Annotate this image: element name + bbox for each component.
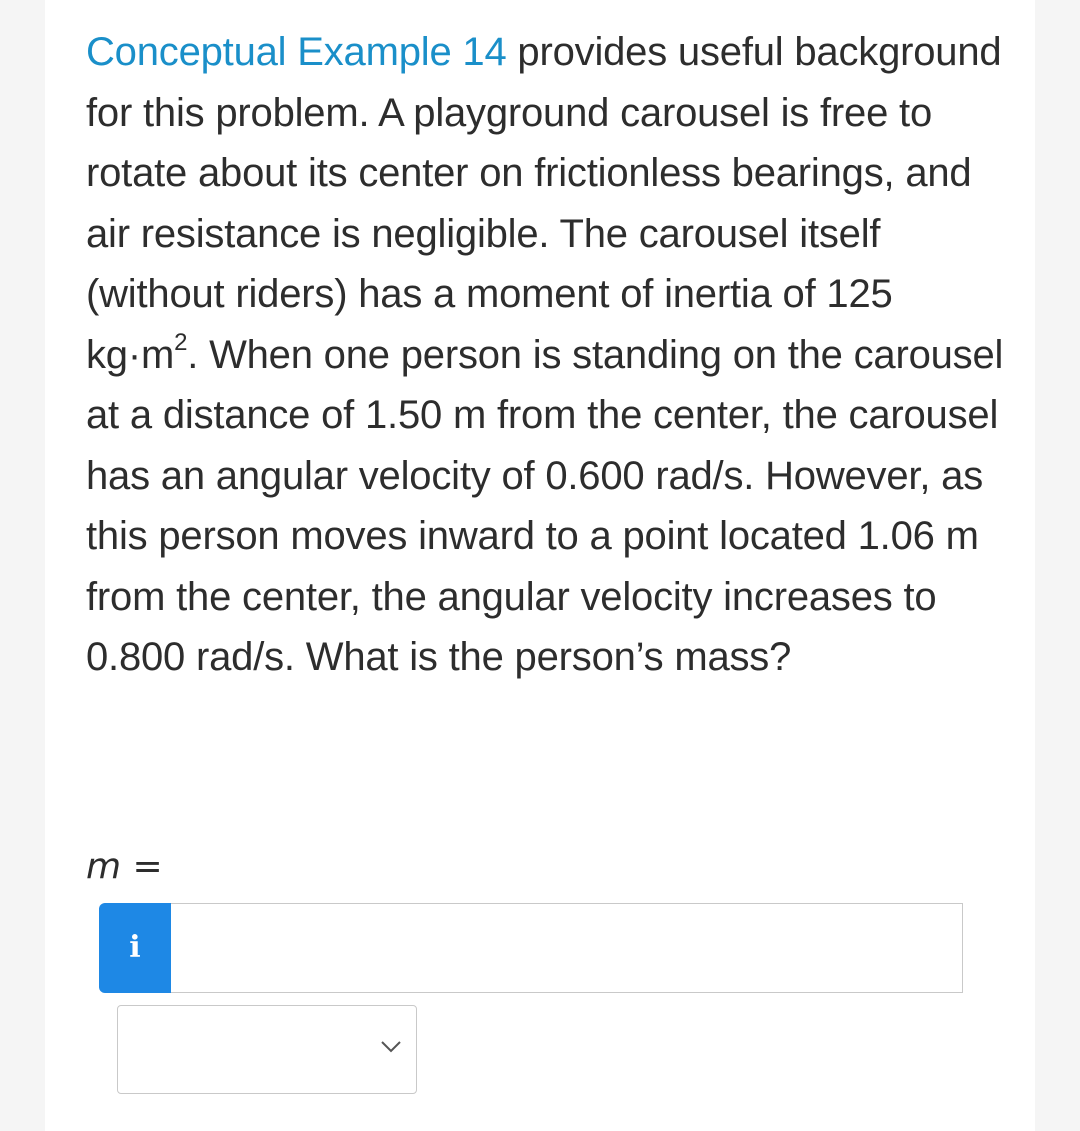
problem-text-part1: provides useful background for this problem. A playground carousel is free to rotate about its center on frictionless bearings, and air resistance is negligible. The carousel itself (without riders) has a moment of inertia of 125 kg·m [86,30,1002,377]
variable-symbol: m [86,846,122,887]
equals-sign: = [132,846,163,887]
units-dropdown[interactable] [117,1005,417,1094]
problem-statement [86,22,1006,688]
chevron-down-icon [380,1040,402,1054]
info-button[interactable] [99,903,171,993]
problem-text-part2: . When one person is standing on the carousel at a distance of 1.50 m from the center, the carousel has an angular velocity of 0.600 rad/s. However, as this person moves inward to a point located 1.06 m from the center, the angular velocity increases to 0.800 rad/s. What is the person’s mass? [86,332,1004,679]
superscript: 2 [174,328,188,356]
answer-input[interactable] [171,903,963,993]
info-icon: i [129,930,141,965]
conceptual-example-link[interactable]: Conceptual Example 14 [86,30,507,74]
answer-row [99,903,964,993]
answer-variable-label [86,846,163,887]
